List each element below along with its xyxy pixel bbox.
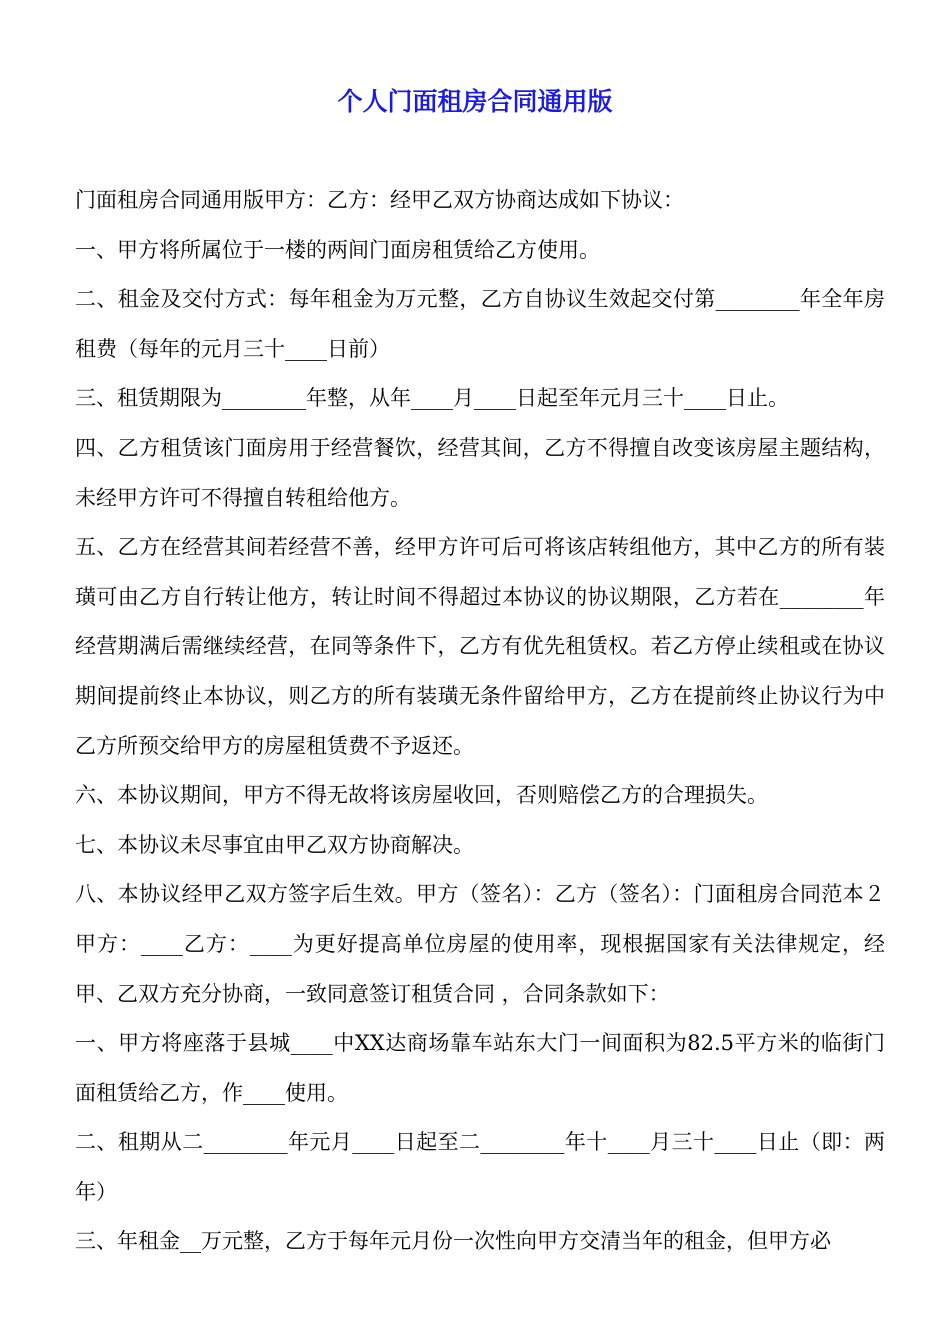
paragraph-clause-5: 五、乙方在经营其间若经营不善，经甲方许可后可将该店转组他方，其中乙方的所有装璜可由乙方自行转让他方，转让时间不得超过本协议的协议期限，乙方若在________年经营期满后需继续经营，在同等条件下，乙方有优先租赁权。若乙方停止续租或在协议期间提前终止本协议，则乙方的所有装璜无条件留给甲方，乙方在提前终止协议行为中乙方所预交给甲方的房屋租赁费不予返还。 xyxy=(75,535,885,758)
paragraph-preamble: 门面租房合同通用版甲方：乙方：经甲乙双方协商达成如下协议： xyxy=(75,188,684,212)
paragraph-clause-3: 三、租赁期限为________年整，从年____月____日起至年元月三十____日止。 xyxy=(75,386,789,411)
paragraph-clause-8: 八、本协议经甲乙双方签字后生效。甲方（签名）：乙方（签名）：门面租房合同范本２甲方：____乙方：____为更好提高单位房屋的使用率，现根据国家有关法律规定，经甲、乙双方充分协商，一致同意签订租赁合同 ，合同条款如下： xyxy=(75,882,885,1006)
paragraph-clause-4: 四、乙方租赁该门面房用于经营餐饮，经营其间，乙方不得擅自改变该房屋主题结构，未经甲方许可不得擅自转租给他方。 xyxy=(75,435,885,510)
paragraph-clause-6: 六、本协议期间，甲方不得无故将该房屋收回，否则赔偿乙方的合理损失。 xyxy=(75,783,768,808)
paragraph-contract2-clause-3: 三、年租金__万元整，乙方于每年元月份一次性向甲方交清当年的租金，但甲方必 xyxy=(75,1229,831,1254)
document-body xyxy=(75,176,885,1267)
document-title: 个人门面租房合同通用版 xyxy=(337,87,613,116)
paragraph-clause-1: 一、甲方将所属位于一楼的两间门面房租赁给乙方使用。 xyxy=(75,237,600,262)
paragraph-clause-7: 七、本协议未尽事宜由甲乙双方协商解决。 xyxy=(75,832,474,857)
paragraph-contract2-clause-2: 二、租期从二________年元月____日起至二________年十____月三十____日止（即：两年） xyxy=(75,1130,885,1204)
paragraph-contract2-clause-1: 一、甲方将座落于县城____中XX达商场靠车站东大门一间面积为82.5平方米的临街门面租赁给乙方，作____使用。 xyxy=(75,1031,885,1105)
paragraph-clause-2: 二、租金及交付方式：每年租金为万元整，乙方自协议生效起交付第________年全年房租费（每年的元月三十____日前） xyxy=(75,287,885,361)
